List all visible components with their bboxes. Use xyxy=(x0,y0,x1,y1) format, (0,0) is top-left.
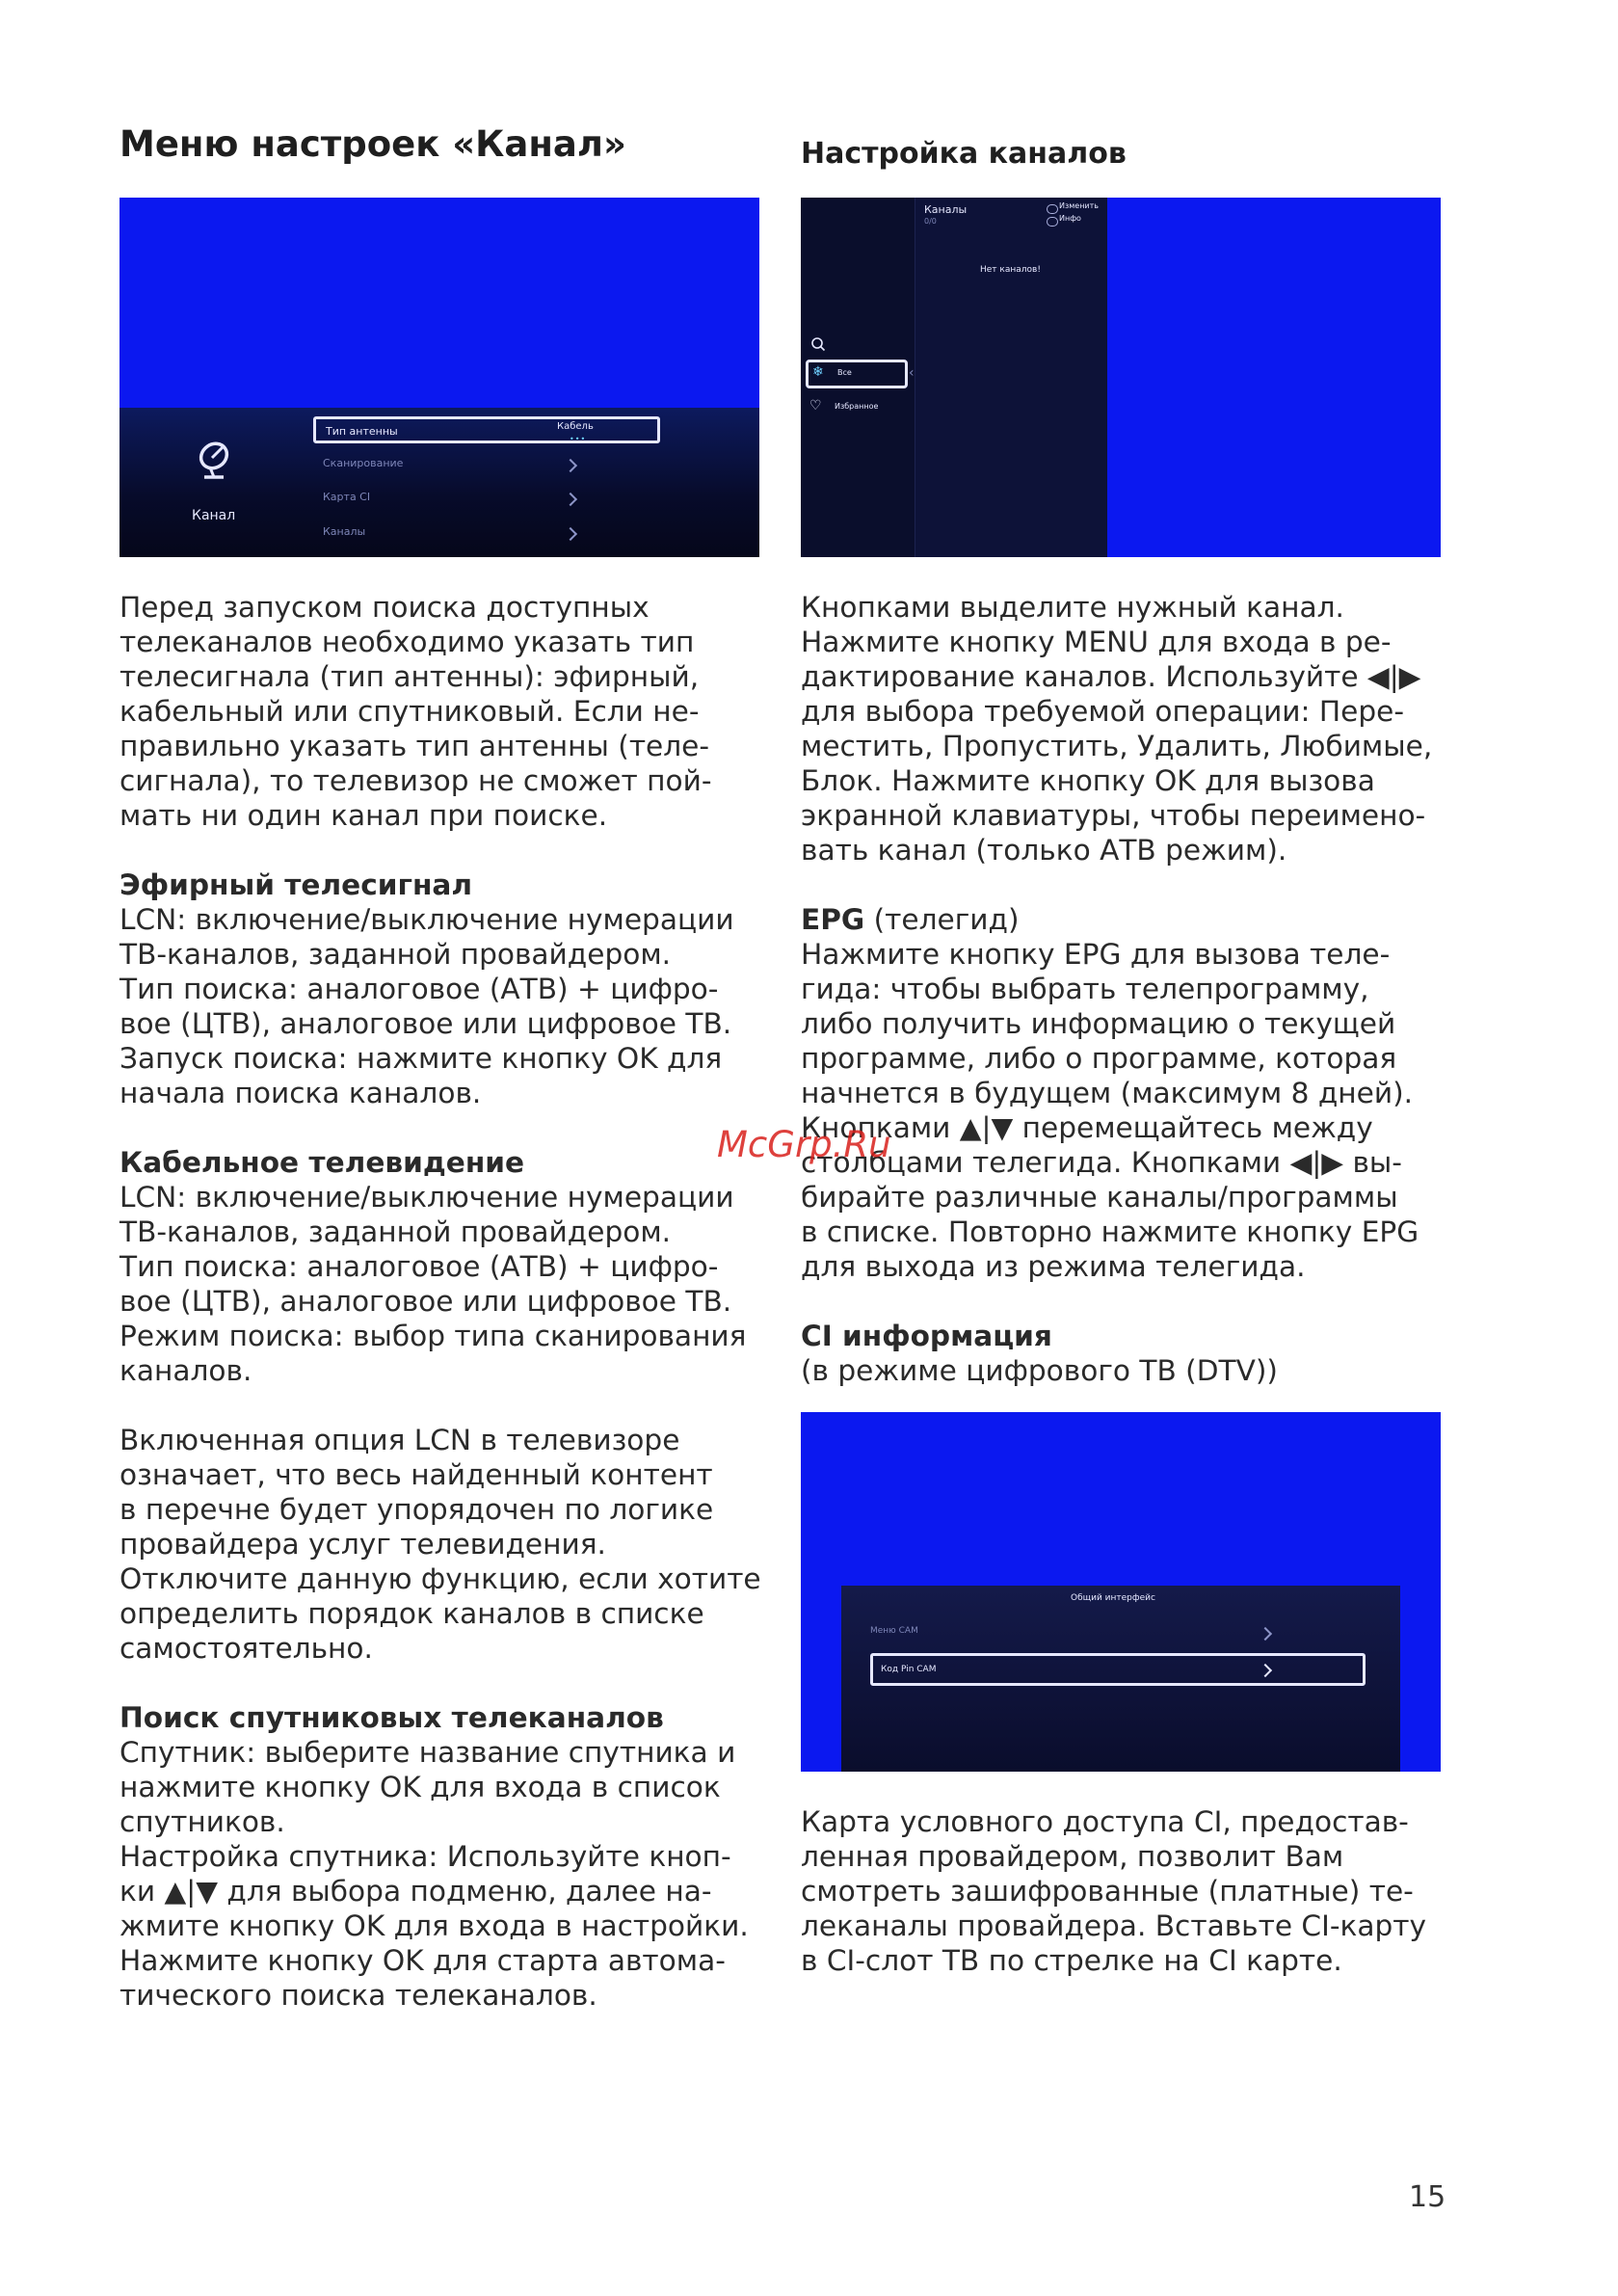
ci-item-pin-code[interactable] xyxy=(870,1653,1366,1686)
ci-subheading: (в режиме цифрового ТВ (DTV)) xyxy=(801,1354,1278,1387)
tv-channel-panel xyxy=(801,198,1107,557)
channel-menu-screenshot xyxy=(119,198,759,557)
no-channels-message: Нет каналов! xyxy=(980,265,1041,275)
chevron-right-icon xyxy=(564,527,577,541)
tv-menu-item-scan[interactable] xyxy=(313,453,660,476)
chevron-right-icon xyxy=(564,493,577,506)
ci-dialog xyxy=(841,1586,1400,1772)
channels-paragraph: Кнопками выделите нужный канал. Нажмите кнопку MENU для входа в ре- дактирование каналов. Используйте ◀|▶ для выбора требуемой операции: Пере- местить, Пропустить, Удалить, Любимые, Блок. Нажмите кнопку OK для вызова экранной клавиатуры, чтобы переимено- вать канал (только АТВ режим). xyxy=(801,591,1433,867)
ci-heading: CI информация xyxy=(801,1320,1052,1352)
cable-heading: Кабельное телевидение xyxy=(119,1146,525,1179)
satellite-heading: Поиск спутниковых телеканалов xyxy=(119,1701,664,1734)
epg-section: EPG (телегид) Нажмите кнопку EPG для вызова теле- гида: чтобы выбрать телепрограмму, либо получить информацию о текущей программе, либо о программе, которая начнется в будущем (максимум 8 дней). Кнопками ▲|▼ перемещайтесь между столбцами телегида. Кнопками ◀|▶ вы- бирайте различные каналы/программы в списке. Повторно нажмите кнопку EPG для выхода из режима телегида. xyxy=(801,902,1446,1284)
section-title-channel-setup: Настройка каналов xyxy=(801,137,1127,171)
terrestrial-section: Эфирный телесигнал LCN: включение/выключение нумерации ТВ-каналов, заданной провайдером. Тип поиска: аналоговое (АТВ) + цифро- вое (ЦТВ), аналоговое или цифровое ТВ. Запуск поиска: нажмите кнопку OK для начала поиска каналов. xyxy=(119,868,765,1110)
tv-menu-item-label: Сканирование xyxy=(323,457,404,469)
ci-dialog-title: Общий интерфейс xyxy=(1071,1593,1155,1603)
satellite-section: Поиск спутниковых телеканалов Спутник: выберите название спутника и нажмите кнопку OK для входа в список спутников. Настройка спутника: Используйте кноп- ки ▲|▼ для выбора подменю, далее на- жмите кнопку OK для входа в настройки. Нажмите кнопку OK для старта автома- тического поиска телеканалов. xyxy=(119,1700,765,2013)
ci-item-label: Меню CAM xyxy=(870,1626,918,1636)
snowflake-icon: ❄ xyxy=(812,364,824,380)
tv-menu-item-antenna[interactable] xyxy=(313,416,660,443)
tv-side-item-label: Избранное xyxy=(835,402,879,411)
chevron-right-icon xyxy=(1259,1627,1272,1641)
chevron-left-icon: ‹ xyxy=(909,365,915,381)
tv-menu-item-label: Карта CI xyxy=(323,491,371,503)
heart-icon: ♡ xyxy=(809,398,822,414)
tv-menu-item-channels[interactable] xyxy=(313,521,660,545)
tv-side-item-all[interactable] xyxy=(806,360,908,388)
info-button-label: Инфо xyxy=(1059,214,1081,223)
change-button-icon[interactable] xyxy=(1047,204,1058,214)
tv-menu-item-label: Тип антенны xyxy=(326,425,398,438)
epg-heading: EPG (телегид) xyxy=(801,903,1020,936)
satellite-dish-icon xyxy=(193,439,235,485)
watermark: McGrp.Ru xyxy=(717,1124,891,1165)
section-title-channel-menu: Меню настроек «Канал» xyxy=(119,123,626,165)
tv-side-item-favorites[interactable] xyxy=(806,398,908,419)
tv-category-label: Канал xyxy=(192,508,236,523)
channel-list-screenshot xyxy=(801,198,1441,557)
page-number: 15 xyxy=(1409,2180,1446,2214)
tv-menu-item-value: Кабель xyxy=(557,421,594,432)
search-icon[interactable] xyxy=(810,336,826,352)
tv-side-item-label: Все xyxy=(837,368,852,377)
chevron-right-icon xyxy=(1259,1664,1272,1677)
chevron-right-icon xyxy=(564,459,577,472)
tv-channels-count: 0/0 xyxy=(924,217,937,226)
ci-paragraph: Карта условного доступа CI, предостав- ленная провайдером, позволит Вам смотреть зашифрованные (платные) те- леканалы провайдера. Вставьте CI-карту в CI-слот ТВ по стрелке на CI карте. xyxy=(801,1805,1427,1977)
terrestrial-heading: Эфирный телесигнал xyxy=(119,868,473,901)
ci-heading-block xyxy=(801,1319,1446,1388)
tv-menu-item-ci-card[interactable] xyxy=(313,487,660,510)
change-button-label: Изменить xyxy=(1059,201,1099,210)
ci-item-label: Код Pin CAM xyxy=(881,1665,937,1674)
cable-section: Кабельное телевидение LCN: включение/выключение нумерации ТВ-каналов, заданной провайдером. Тип поиска: аналоговое (АТВ) + цифро- вое (ЦТВ), аналоговое или цифровое ТВ. Режим поиска: выбор типа сканирования каналов. xyxy=(119,1145,765,1388)
value-dots-indicator: ••• xyxy=(570,435,587,443)
ci-screenshot xyxy=(801,1412,1441,1772)
info-button-icon[interactable] xyxy=(1047,217,1058,227)
intro-paragraph: Перед запуском поиска доступных телеканалов необходимо указать тип телесигнала (тип антенны): эфирный, кабельный или спутниковый. Если не- правильно указать тип антенны (теле- сигнала), то телевизор не сможет пой- мать ни один канал при поиске. xyxy=(119,591,712,832)
lcn-paragraph: Включенная опция LCN в телевизоре означает, что весь найденный контент в перечне будет упорядочен по логике провайдера услуг телевидения. Отключите данную функцию, если хотите определить порядок каналов в списке самостоятельно. xyxy=(119,1424,761,1665)
tv-channels-header: Каналы xyxy=(924,203,968,216)
tv-menu-item-label: Каналы xyxy=(323,525,366,538)
ci-item-cam-menu[interactable] xyxy=(870,1622,1391,1643)
